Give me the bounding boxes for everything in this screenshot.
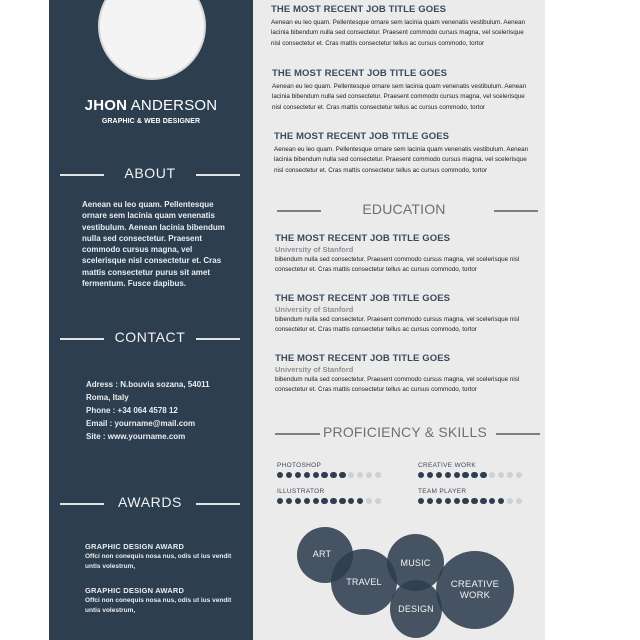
school-name: University of Stanford xyxy=(275,245,354,254)
job-desc: Aenean eu leo quam. Pellentesque ornare sem lacinia quam venenatis vestibulum. Aenean lacinia bibendum nulla sed consectetur. Praesent commodo cursus magna, vel scelerisque nisl consectetur et. Cras mattis consectetur tellus ac cursus commodo, tortor xyxy=(274,146,529,174)
skill-label: TEAM PLAYER xyxy=(418,488,467,495)
sidebar xyxy=(49,0,253,640)
profile-photo-placeholder xyxy=(98,0,206,80)
about-text: Aenean eu leo quam. Pellentesque ornare sem lacinia quam venenatis vestibulum. Aenean lacinia bibendum nulla sed consectetur. Praesent commodo cursus magna, vel scelerisque nisl consectetur et. Cras mattis consectetur purus sit amet fermentum. Fusce dapibus. xyxy=(82,200,225,289)
award-item xyxy=(85,541,245,572)
interest-bubble-creative-work xyxy=(436,551,514,629)
skill-label: ILLUSTRATOR xyxy=(277,488,325,495)
contact-heading xyxy=(59,329,241,349)
full-name xyxy=(49,97,253,114)
award-title: GRAPHIC DESIGN AWARD xyxy=(85,586,185,595)
school-name: University of Stanford xyxy=(275,365,354,374)
contact-info xyxy=(86,378,246,443)
interest-label: DESIGN xyxy=(398,604,434,614)
job-title: THE MOST RECENT JOB TITLE GOES xyxy=(272,68,448,79)
education-title: EDUCATION xyxy=(362,201,446,217)
job-role: GRAPHIC & WEB DESIGNER xyxy=(101,118,201,125)
job-title: THE MOST RECENT JOB TITLE GOES xyxy=(271,4,447,15)
education-desc: bibendum nulla sed consectetur. Praesent commodo cursus magna, vel scelerisque nisl consectetur et. Cras mattis consectetur tellus ac cursus commodo, tortor xyxy=(275,376,520,394)
contact-email: Email : yourname@mail.com xyxy=(86,419,196,428)
about-heading xyxy=(59,165,241,185)
interest-label: ART xyxy=(312,549,332,559)
award-desc: Offci non conequis nosa nus, odis ut ius vendit untis volestrum, xyxy=(85,597,232,614)
main-content xyxy=(253,0,545,640)
skill-label: CREATIVE WORK xyxy=(418,462,476,469)
award-item xyxy=(85,585,245,616)
award-desc: Offci non conequis nosa nus, odis ut ius vendit untis volestrum, xyxy=(85,553,232,570)
interests-diagram xyxy=(253,0,545,640)
last-name: ANDERSON xyxy=(130,97,218,114)
education-desc: bibendum nulla sed consectetur. Praesent commodo cursus magna, vel scelerisque nisl consectetur et. Cras mattis consectetur tellus ac cursus commodo, tortor xyxy=(275,316,520,334)
awards-heading xyxy=(59,494,241,514)
contact-site: Site : www.yourname.com xyxy=(86,432,186,441)
divider xyxy=(196,503,240,505)
divider xyxy=(196,174,240,176)
education-title: THE MOST RECENT JOB TITLE GOES xyxy=(275,233,451,244)
interest-bubble-design xyxy=(390,580,442,638)
awards-title: AWARDS xyxy=(117,494,182,510)
education-title: THE MOST RECENT JOB TITLE GOES xyxy=(275,293,451,304)
contact-title: CONTACT xyxy=(114,329,186,345)
skill-label: PHOTOSHOP xyxy=(277,462,322,469)
resume-page xyxy=(49,0,545,640)
interest-label: CREATIVE WORK xyxy=(450,579,500,601)
first-name: JHON xyxy=(84,97,128,114)
school-name: University of Stanford xyxy=(275,305,354,314)
education-desc: bibendum nulla sed consectetur. Praesent commodo cursus magna, vel scelerisque nisl consectetur et. Cras mattis consectetur tellus ac cursus commodo, tortor xyxy=(275,256,520,274)
skills-title: PROFICIENCY & SKILLS xyxy=(322,424,487,440)
interest-label: MUSIC xyxy=(400,557,431,568)
job-desc: Aenean eu leo quam. Pellentesque ornare sem lacinia quam venenatis vestibulum. Aenean lacinia bibendum nulla sed consectetur. Praesent commodo cursus magna, vel scelerisque nisl consectetur et. Cras mattis consectetur tellus ac cursus commodo, tortor xyxy=(272,83,527,111)
divider xyxy=(196,338,240,340)
awards-list xyxy=(85,541,245,629)
contact-city: Roma, Italy xyxy=(86,393,129,402)
about-title: ABOUT xyxy=(124,165,176,181)
job-title: THE MOST RECENT JOB TITLE GOES xyxy=(274,131,450,142)
job-desc: Aenean eu leo quam. Pellentesque ornare sem lacinia quam venenatis vestibulum. Aenean lacinia bibendum nulla sed consectetur. Praesent commodo cursus magna, vel scelerisque nisl consectetur et. Cras mattis consectetur tellus ac cursus commodo, tortor xyxy=(271,19,526,47)
contact-address: Adress : N.bouvia sozana, 54011 xyxy=(86,380,210,389)
education-title: THE MOST RECENT JOB TITLE GOES xyxy=(275,353,451,364)
interest-label: TRAVEL xyxy=(346,577,382,587)
award-title: GRAPHIC DESIGN AWARD xyxy=(85,542,185,551)
contact-phone: Phone : +34 064 4578 12 xyxy=(86,406,178,415)
